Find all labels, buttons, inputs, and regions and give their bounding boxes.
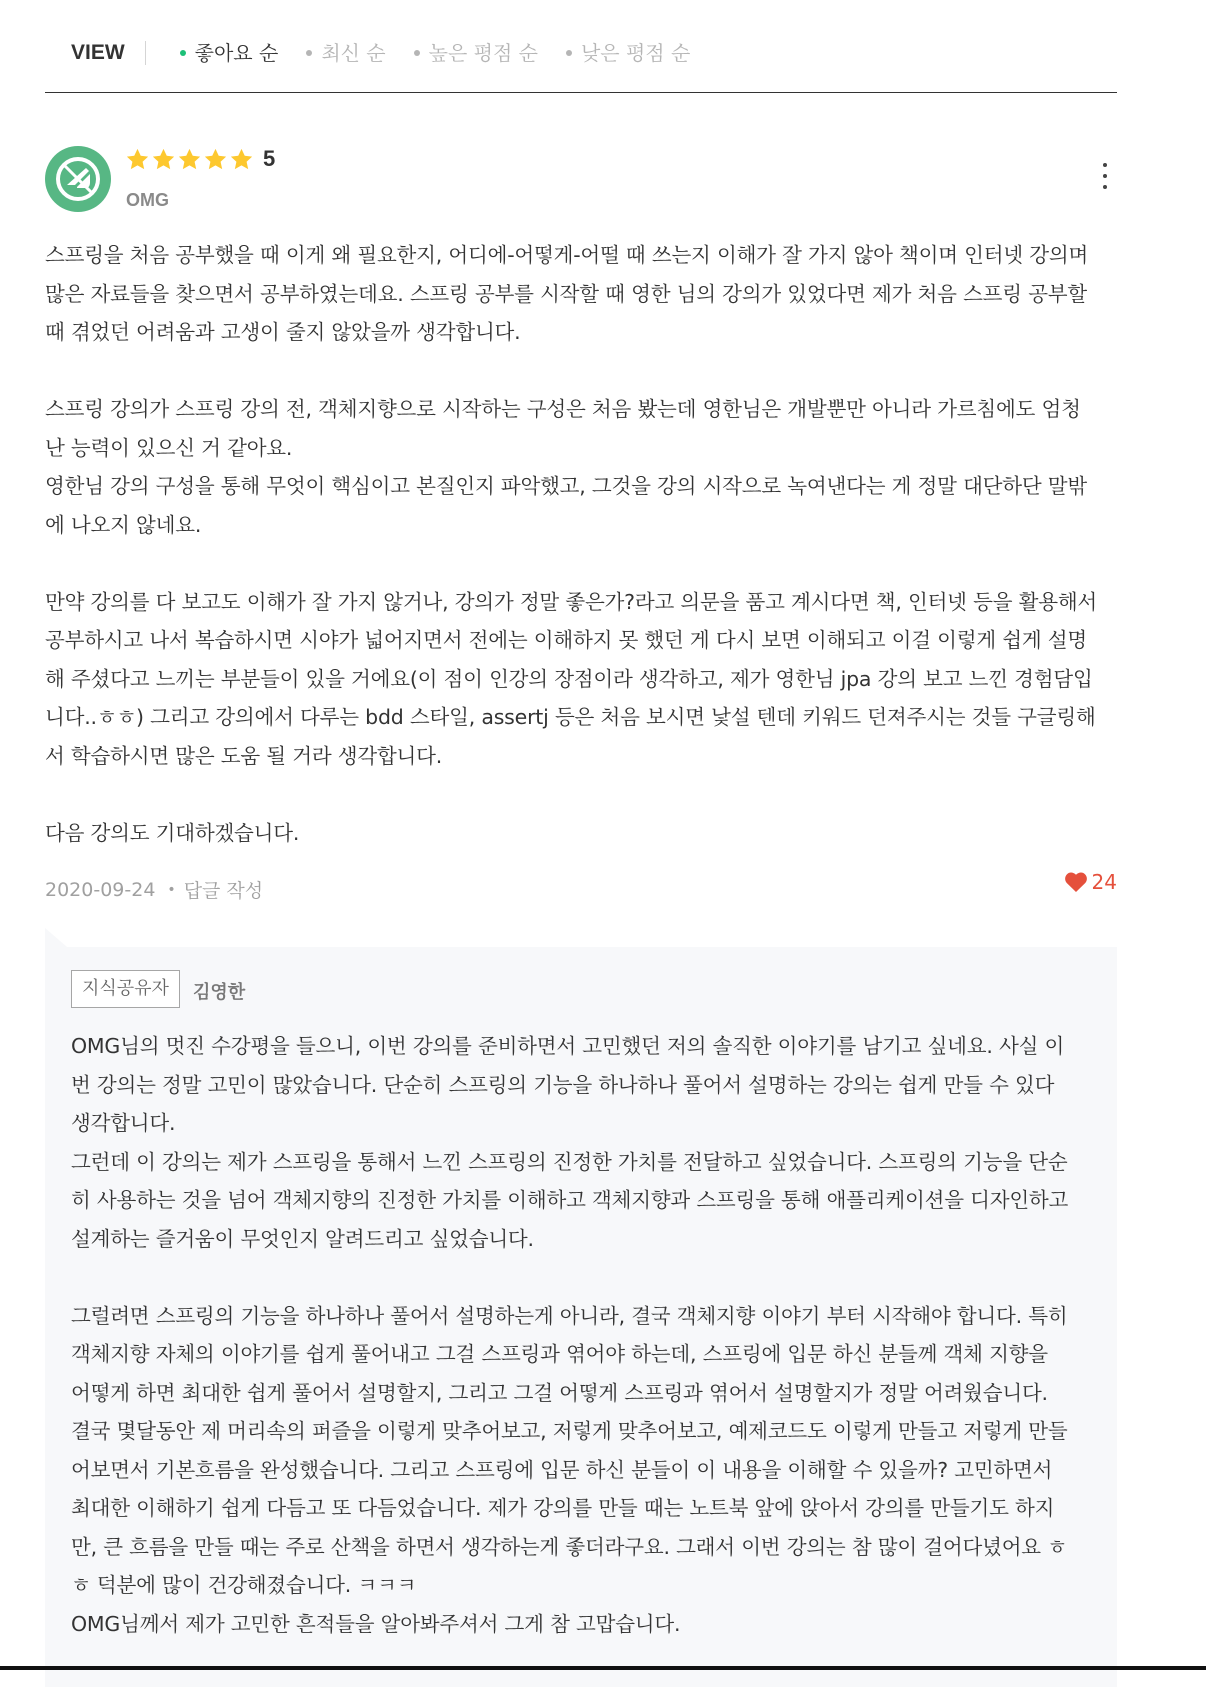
avatar-logo-icon [53, 154, 103, 204]
active-dot-icon [180, 50, 186, 56]
sort-option-latest[interactable] [306, 28, 385, 78]
sort-option-label: 낮은 평점 순 [580, 41, 691, 65]
sort-option-label: 좋아요 순 [194, 41, 279, 65]
view-label: VIEW [45, 41, 146, 65]
avatar[interactable] [45, 146, 111, 212]
sort-option-high-rating[interactable] [414, 28, 538, 78]
reply-pointer [45, 928, 67, 947]
sort-option-low-rating[interactable] [566, 28, 690, 78]
star-icon [151, 147, 176, 172]
review-date: 2020-09-24 [45, 878, 156, 901]
rating-value: 5 [263, 146, 276, 171]
instructor-badge: 지식공유자 [71, 970, 180, 1008]
review-meta [45, 876, 263, 903]
rating-stars [125, 146, 275, 172]
like-count: 24 [1091, 870, 1117, 894]
sort-option-likes[interactable] [180, 28, 279, 78]
sort-option-label: 최신 순 [321, 41, 386, 65]
sort-bar [45, 28, 1117, 93]
reply-author[interactable]: 김영한 [193, 982, 246, 1003]
star-icon [203, 147, 228, 172]
star-icon [125, 147, 150, 172]
star-icon [229, 147, 254, 172]
review-body: 스프링을 처음 공부했을 때 이게 왜 필요한지, 어디에-어떻게-어떨 때 쓰는지 이해가 잘 가지 않아 책이며 인터넷 강의며 많은 자료들을 찾으면서 공부하였는데요. 스프링 공부를 시작할 때 영한 님의 강의가 있었다면 제가 처음 스프링 공부할 때 겪었던 어려움과 고생이 줄지 않았을까 생각합니다. 스프링 강의가 스프링 강의 전, 객체지향으로 시작하는 구성은 처음 봤는데 영한님은 개발뿐만 아니라 가르침에도 엄청 난 능력이 있으신 거 같아요. 영한님 강의 구성을 통해 무엇이 핵심이고 본질인지 파악했고, 그것을 강의 시작으로 녹여낸다는 게 정말 대단하단 말밖 에 나오지 않네요. 만약 강의를 다 보고도 이해가 잘 가지 않거나, 강의가 정말 좋은가?라고 의문을 품고 계시다면 책, 인터넷 등을 활용해서 공부하시고 나서 복습하시면 시야가 넓어지면서 전에는 이해하지 못 했던 게 다시 보면 이해되고 이걸 이렇게 쉽게 설명 해 주셨다고 느끼는 부분들이 있을 거에요(이 점이 인강의 장점이라 생각하고, 제가 영한님 jpa 강의 보고 느낀 경험담입 니다..ㅎㅎ) 그리고 강의에서 다루는 bdd 스타일, assertj 등은 처음 보시면 낯설 텐데 키워드 던져주시는 것들 구글링해 서 학습하시면 많은 도움 될 거라 생각합니다. 다음 강의도 기대하겠습니다. [45, 243, 1098, 845]
sort-option-label: 높은 평점 순 [428, 41, 538, 65]
reply-link[interactable]: 답글 작성 [183, 880, 264, 902]
separator-dot: • [167, 881, 176, 898]
review-author[interactable]: OMG [126, 190, 169, 210]
star-icon [177, 147, 202, 172]
reply-body: OMG님의 멋진 수강평을 들으니, 이번 강의를 준비하면서 고민했던 저의 솔직한 이야기를 남기고 싶네요. 사실 이 번 강의는 정말 고민이 많았습니다. 단순히 스프링의 기능을 하나하나 풀어서 설명하는 강의는 쉽게 만들 수 있다 생각합니다. 그런데 이 강의는 제가 스프링을 통해서 느낀 스프링의 진정한 가치를 전달하고 싶었습니다. 스프링의 기능을 단순 히 사용하는 것을 넘어 객체지향의 진정한 가치를 이해하고 객체지향과 스프링을 통해 애플리케이션을 디자인하고 설계하는 즐거움이 무엇인지 알려드리고 싶었습니다. 그럴려면 스프링의 기능을 하나하나 풀어서 설명하는게 아니라, 결국 객체지향 이야기 부터 시작해야 합니다. 특히 객체지향 자체의 이야기를 쉽게 풀어내고 그걸 스프링과 엮어야 하는데, 스프링에 입문 하신 분들께 객체 지향을 어떻게 하면 최대한 쉽게 풀어서 설명할지, 그리고 그걸 어떻게 스프링과 엮어서 설명할지가 정말 어려웠습니다. 결국 몇달동안 제 머리속의 퍼즐을 이렇게 맞추어보고, 저렇게 맞추어보고, 예제코드도 이렇게 만들고 저렇게 만들 어보면서 기본흐름을 완성했습니다. 그리고 스프링에 입문 하신 분들이 이 내용을 이해할 수 있을까? 고민하면서 최대한 이해하기 쉽게 다듬고 또 다듬었습니다. 제가 강의를 만들 때는 노트북 앞에 앉아서 강의를 만들기도 하지 만, 큰 흐름을 만들 때는 주로 산책을 하면서 생각하는게 좋더라구요. 그래서 이번 강의는 참 많이 걸어다녔어요 ㅎ ㅎ 덕분에 많이 건강해졌습니다. ㅋㅋㅋ OMG님께서 제가 고민한 흔적들을 알아봐주셔서 그게 참 고맙습니다. [71, 1034, 1069, 1636]
like-button[interactable] [1064, 870, 1117, 894]
bottom-border [0, 1666, 1206, 1670]
dot-icon [414, 50, 420, 56]
dot-icon [566, 50, 572, 56]
dot-icon [306, 50, 312, 56]
heart-icon [1064, 871, 1088, 893]
more-options-icon[interactable] [1097, 163, 1113, 189]
